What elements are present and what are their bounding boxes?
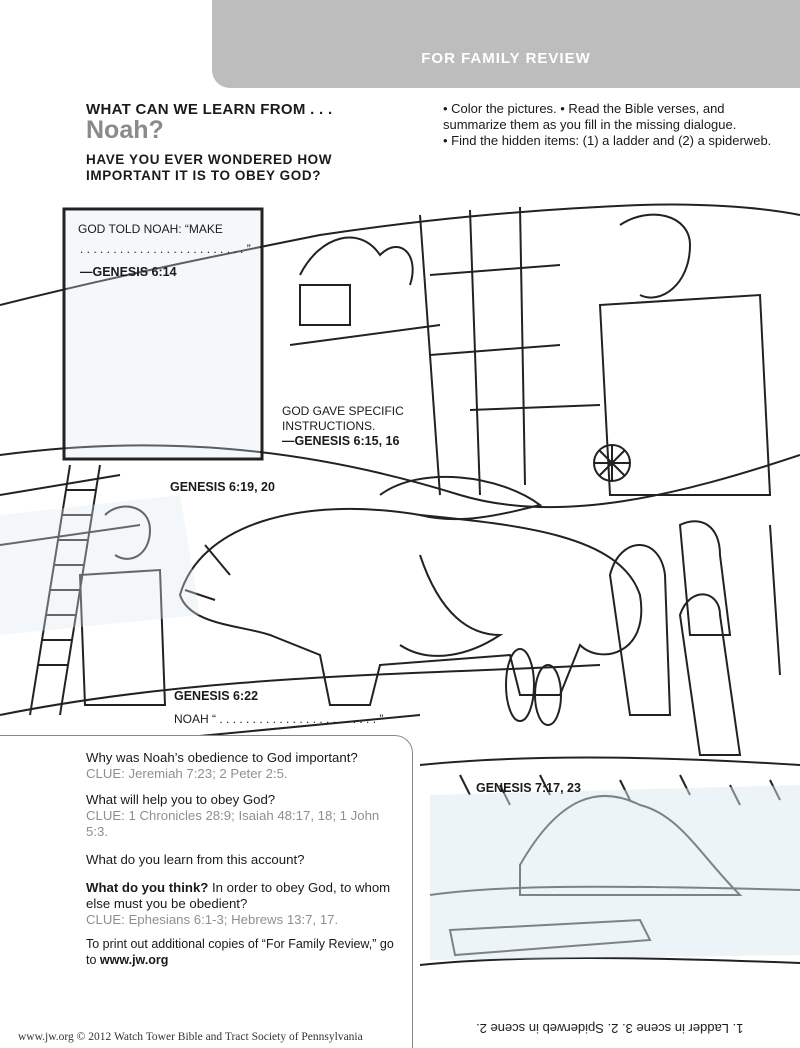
review-item-2: [86, 792, 401, 840]
review-item-1: [86, 750, 401, 782]
lead-question: HAVE YOU EVER WONDERED HOW IMPORTANT IT IS TO OBEY GOD?: [86, 152, 333, 183]
header-tab-label: FOR FAMILY REVIEW: [421, 50, 591, 67]
scene1-text: GOD TOLD NOAH: “MAKE: [78, 222, 223, 236]
review-question: What will help you to obey God?: [86, 792, 276, 807]
review-question: Why was Noah’s obedience to God important?: [86, 750, 358, 765]
scene1-reference: —GENESIS 6:14: [80, 265, 177, 279]
instructions: [443, 101, 788, 149]
scene5-reference: GENESIS 7:17, 23: [476, 781, 581, 795]
review-question: [86, 880, 401, 912]
review-item-4: [86, 880, 401, 928]
scene4-text: NOAH “ . . . . . . . . . . . . . . . . . . . . . . . . ”: [174, 712, 384, 726]
scene3-reference: GENESIS 6:19, 20: [170, 480, 275, 494]
title-kicker: WHAT CAN WE LEARN FROM . . .: [86, 101, 333, 118]
scene1-dots: . . . . . . . . . . . . . . . . . . . . . . . . . ”: [80, 242, 251, 256]
print-note-text: To print out additional copies of “For Family Review,” go to: [86, 937, 394, 967]
page-title: Noah?: [86, 116, 164, 144]
scene4-reference: GENESIS 6:22: [174, 689, 259, 703]
scene2-text: GOD GAVE SPECIFIC INSTRUCTIONS.: [282, 404, 404, 433]
copyright-footer: www.jw.org © 2012 Watch Tower Bible and Tract Society of Pennsylvania: [18, 1031, 363, 1043]
review-panel: [0, 735, 413, 1048]
jw-link[interactable]: www.jw.org: [99, 953, 169, 967]
review-question-bold: What do you think?: [86, 880, 209, 895]
scene2-reference: —GENESIS 6:15, 16: [282, 434, 400, 448]
header-tab: [212, 0, 800, 88]
review-clue: CLUE: Jeremiah 7:23; 2 Peter 2:5.: [86, 766, 288, 781]
review-question: What do you learn from this account?: [86, 852, 305, 867]
review-clue: CLUE: Ephesians 6:1-3; Hebrews 13:7, 17.: [86, 912, 339, 927]
review-question-rest: In order to obey God, to whom else must you be obedient?: [86, 880, 391, 911]
print-note: [86, 936, 401, 968]
instruction-2: • Find the hidden items: (1) a ladder and (2) a spiderweb.: [443, 133, 772, 148]
upside-down-answers: 1. Ladder in scene 3. 2. Spiderweb in scene 2.: [476, 1021, 744, 1036]
review-item-3: [86, 852, 401, 868]
review-clue: CLUE: 1 Chronicles 28:9; Isaiah 48:17, 18; 1 John 5:3.: [86, 808, 380, 839]
instruction-1: • Color the pictures. • Read the Bible verses, and summarize them as you fill in the missing dialogue.: [443, 101, 737, 132]
